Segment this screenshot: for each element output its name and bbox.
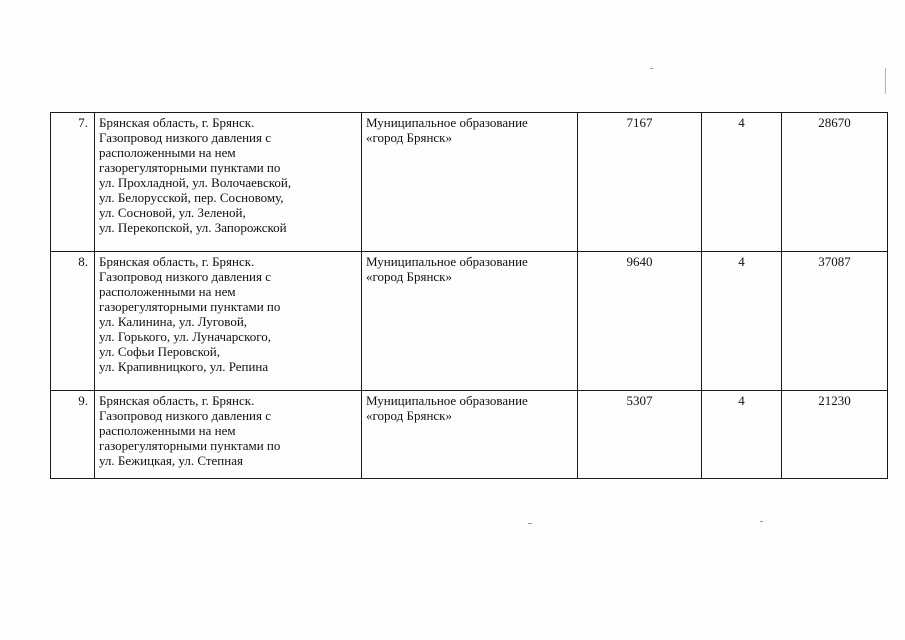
object-line: Газопровод низкого давления с bbox=[99, 408, 272, 423]
owner-line: «город Брянск» bbox=[366, 130, 452, 145]
scan-speck bbox=[760, 521, 763, 522]
owner-line: Муниципальное образование bbox=[366, 254, 528, 269]
scan-speck bbox=[528, 523, 532, 524]
owner-line: Муниципальное образование bbox=[366, 393, 528, 408]
table-row bbox=[51, 252, 888, 391]
row-number: 9. bbox=[51, 391, 95, 479]
owner-line: Муниципальное образование bbox=[366, 115, 528, 130]
object-line: ул. Крапивницкого, ул. Репина bbox=[99, 359, 269, 374]
object-line: Газопровод низкого давления с bbox=[99, 269, 272, 284]
owner-cell bbox=[362, 391, 578, 479]
object-line: Брянская область, г. Брянск. bbox=[99, 254, 255, 269]
object-line: Брянская область, г. Брянск. bbox=[99, 115, 255, 130]
object-line: газорегуляторными пунктами по bbox=[99, 160, 281, 175]
category-cell: 4 bbox=[702, 113, 782, 252]
owner-line: «город Брянск» bbox=[366, 408, 452, 423]
object-line: расположенными на нем bbox=[99, 423, 236, 438]
object-line: ул. Белорусской, пер. Сосновому, bbox=[99, 190, 284, 205]
owner-cell bbox=[362, 252, 578, 391]
object-line: ул. Горького, ул. Луначарского, bbox=[99, 329, 271, 344]
scan-edge-mark bbox=[885, 68, 886, 94]
object-line: ул. Прохладной, ул. Волочаевской, bbox=[99, 175, 292, 190]
object-line: расположенными на нем bbox=[99, 145, 236, 160]
object-line: ул. Калинина, ул. Луговой, bbox=[99, 314, 248, 329]
object-description bbox=[95, 252, 362, 391]
cost-cell: 37087 bbox=[782, 252, 888, 391]
object-line: Брянская область, г. Брянск. bbox=[99, 393, 255, 408]
object-line: ул. Сосновой, ул. Зеленой, bbox=[99, 205, 246, 220]
object-line: газорегуляторными пунктами по bbox=[99, 438, 281, 453]
row-number: 8. bbox=[51, 252, 95, 391]
object-line: газорегуляторными пунктами по bbox=[99, 299, 281, 314]
owner-cell bbox=[362, 113, 578, 252]
scan-speck bbox=[650, 68, 653, 69]
object-description bbox=[95, 391, 362, 479]
row-number: 7. bbox=[51, 113, 95, 252]
table-row bbox=[51, 391, 888, 479]
owner-line: «город Брянск» bbox=[366, 269, 452, 284]
object-line: ул. Перекопской, ул. Запорожской bbox=[99, 220, 287, 235]
object-line: ул. Софьи Перовской, bbox=[99, 344, 220, 359]
object-description bbox=[95, 113, 362, 252]
object-line: расположенными на нем bbox=[99, 284, 236, 299]
table-row bbox=[51, 113, 888, 252]
object-line: Газопровод низкого давления с bbox=[99, 130, 272, 145]
length-cell: 5307 bbox=[578, 391, 702, 479]
category-cell: 4 bbox=[702, 391, 782, 479]
cost-cell: 28670 bbox=[782, 113, 888, 252]
gas-pipeline-table bbox=[50, 112, 888, 479]
category-cell: 4 bbox=[702, 252, 782, 391]
length-cell: 9640 bbox=[578, 252, 702, 391]
cost-cell: 21230 bbox=[782, 391, 888, 479]
length-cell: 7167 bbox=[578, 113, 702, 252]
object-line: ул. Бежицкая, ул. Степная bbox=[99, 453, 243, 468]
